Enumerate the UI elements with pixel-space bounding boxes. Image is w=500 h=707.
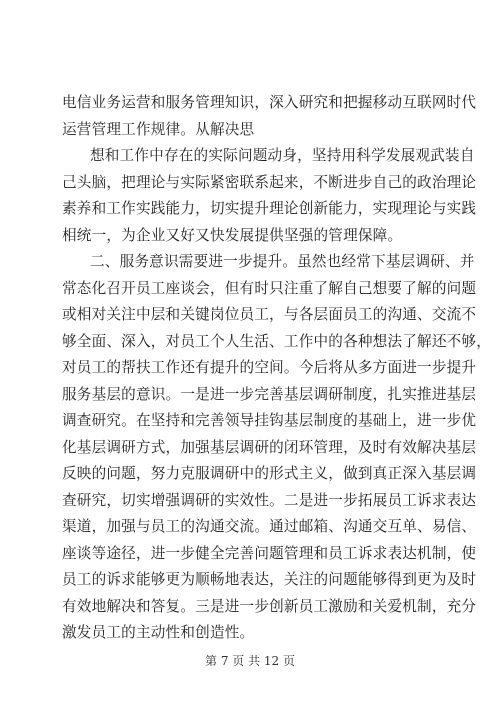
text-line: 反映的问题，努力克服调研中的形式主义，做到真正深入基层调 (62, 465, 477, 482)
text-line: 运营管理工作规律。从解决思 (62, 120, 255, 138)
text-line: 己头脑，把理论与实际紧密联系起来，不断进步自己的政治理论 (62, 173, 477, 191)
text-line: 有效地解决和答复。三是进一步创新员工激励和关爱机制，充分 (62, 597, 477, 615)
document-body (62, 90, 492, 647)
text-line: 调查研究。在坚持和完善领导挂钩基层制度的基础上，进一步优 (62, 412, 477, 429)
text-line: 员工的诉求能够更为顺畅地表达，关注的问题能够得到更为及时 (62, 571, 477, 588)
text-line: 常态化召开员工座谈会，但有时只注重了解自己想要了解的问题 (62, 279, 477, 297)
paragraph-start-line: 二、服务意识需要进一步提升。虽然也经常下基层调研、并 (90, 253, 475, 270)
paragraph-start-line: 想和工作中存在的实际问题动身，坚持用科学发展观武装自 (90, 147, 475, 164)
text-line: 座谈等途径，进一步健全完善问题管理和员工诉求表达机制，使 (62, 544, 477, 562)
text-line: 或相对关注中层和关键岗位员工，与各层面员工的沟通、交流不 (62, 306, 477, 323)
text-line: 对员工的帮扶工作还有提升的空间。今后将从多方面进一步提升 (62, 359, 477, 376)
text-line: 素养和工作实践能力，切实提升理论创新能力，实现理论与实践 (62, 200, 477, 217)
page-footer (0, 652, 500, 669)
text-line: 化基层调研方式，加强基层调研的闭环管理，及时有效解决基层 (62, 438, 477, 456)
page-number-label: 第 7 页 共 12 页 (205, 654, 295, 668)
text-line: 渠道，加强与员工的沟通交流。通过邮箱、沟通交互单、易信、 (62, 518, 477, 535)
text-line: 相统一，为企业又好又快发展提供坚强的管理保障。 (62, 226, 403, 244)
text-line: 激发员工的主动性和创造性。 (62, 624, 255, 641)
text-line: 服务基层的意识。一是进一步完善基层调研制度，扎实推进基层 (62, 385, 477, 403)
text-line: 查研究，切实增强调研的实效性。二是进一步拓展员工诉求表达 (62, 491, 477, 509)
text-line: 够全面、深入，对员工个人生活、工作中的各种想法了解还不够， (62, 332, 492, 350)
text-line: 电信业务运营和服务管理知识，深入研究和把握移动互联网时代 (62, 94, 477, 111)
